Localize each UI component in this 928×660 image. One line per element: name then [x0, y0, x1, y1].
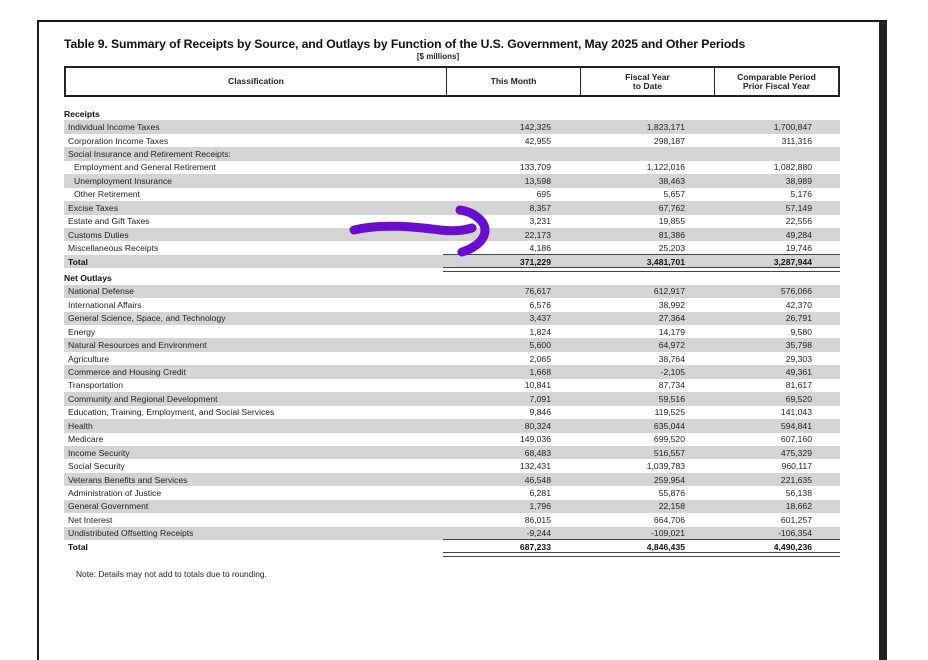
value-this-month: 76,617 [524, 286, 551, 297]
value-this-month: 149,036 [519, 434, 551, 445]
value-this-month: 142,325 [519, 122, 551, 133]
value-fiscal-year-to-date: 27,364 [658, 313, 685, 324]
footnote: Note: Details may not add to totals due to rounding. [76, 569, 267, 579]
row-label: Natural Resources and Environment [68, 340, 207, 351]
value-fiscal-year-to-date: 81,386 [658, 229, 685, 240]
value-prior-fiscal-year: 35,798 [785, 340, 812, 351]
value-fiscal-year-to-date: 516,557 [653, 447, 685, 458]
value-this-month: 133,709 [519, 162, 551, 173]
value-prior-fiscal-year: 38,989 [785, 175, 812, 186]
section-header-receipts [64, 107, 840, 120]
value-this-month: 80,324 [524, 420, 551, 431]
value-prior-fiscal-year: 22,556 [785, 216, 812, 227]
row-label: Health [68, 420, 93, 431]
total-rule [443, 539, 840, 540]
row-label: General Government [68, 501, 149, 512]
value-prior-fiscal-year: 960,117 [781, 461, 812, 472]
value-this-month: 13,598 [524, 175, 551, 186]
row-label: Total [68, 541, 88, 552]
value-this-month: 695 [536, 189, 551, 200]
value-fiscal-year-to-date: 1,122,016 [646, 162, 685, 173]
row-label: Employment and General Retirement [74, 162, 216, 173]
value-this-month: 3,437 [529, 313, 551, 324]
table-row [64, 433, 840, 446]
table-title: Table 9. Summary of Receipts by Source, and Outlays by Function of the U.S. Government, May 2025 and Other Periods [64, 37, 746, 51]
total-rule [443, 254, 840, 255]
value-this-month: 4,186 [529, 243, 551, 254]
table-row [64, 174, 840, 187]
row-label: Excise Taxes [68, 202, 118, 213]
row-label: Unemployment Insurance [74, 175, 172, 186]
value-prior-fiscal-year: 56,138 [785, 487, 812, 498]
value-prior-fiscal-year: 576,066 [780, 286, 812, 297]
value-fiscal-year-to-date: 64,972 [658, 340, 685, 351]
row-label: Social Security [68, 461, 125, 472]
value-fiscal-year-to-date: 55,876 [658, 487, 685, 498]
header-fytd-line1: Fiscal Year [625, 71, 670, 82]
value-prior-fiscal-year: 475,329 [780, 447, 812, 458]
table-row [64, 379, 840, 392]
value-fiscal-year-to-date: 38,992 [658, 299, 685, 310]
header-prior-line1: Comparable Period [737, 71, 816, 82]
value-fiscal-year-to-date: 38,764 [658, 353, 685, 364]
value-prior-fiscal-year: 3,287,944 [773, 256, 812, 267]
value-fiscal-year-to-date: -2,105 [660, 367, 685, 378]
row-label: Administration of Justice [68, 487, 162, 498]
table-row [64, 392, 840, 405]
row-label: Undistributed Offsetting Receipts [68, 528, 194, 539]
value-prior-fiscal-year: 19,746 [785, 243, 812, 254]
value-fiscal-year-to-date: 612,917 [653, 286, 685, 297]
section-label: Net Outlays [64, 272, 112, 283]
value-this-month: 7,091 [529, 393, 551, 404]
value-this-month: 8,357 [529, 202, 551, 213]
value-fiscal-year-to-date: 5,657 [663, 189, 685, 200]
row-label: Total [68, 256, 88, 267]
header-this-month: This Month [447, 68, 581, 95]
value-this-month: 1,668 [529, 367, 551, 378]
table-header [64, 66, 840, 97]
value-this-month: 1,796 [529, 501, 551, 512]
value-fiscal-year-to-date: 635,044 [653, 420, 685, 431]
section-label: Receipts [64, 108, 100, 119]
value-this-month: 6,576 [529, 299, 551, 310]
value-prior-fiscal-year: 9,580 [790, 326, 812, 337]
value-this-month: 5,600 [529, 340, 551, 351]
table-row [64, 338, 840, 351]
value-prior-fiscal-year: 594,841 [780, 420, 812, 431]
table-row [64, 446, 840, 459]
value-fiscal-year-to-date: 14,179 [658, 326, 685, 337]
header-fiscal-year-to-date [581, 68, 715, 95]
value-fiscal-year-to-date: 38,463 [658, 175, 685, 186]
table-row [64, 134, 840, 147]
value-this-month: 9,846 [529, 407, 551, 418]
value-fiscal-year-to-date: 1,823,171 [646, 122, 685, 133]
units-label: [$ millions] [416, 52, 460, 61]
header-classification: Classification [66, 68, 447, 95]
value-prior-fiscal-year: 69,520 [785, 393, 812, 404]
value-prior-fiscal-year: 1,082,880 [773, 162, 812, 173]
header-prior-line2: Prior Fiscal Year [742, 80, 811, 91]
table-row [64, 352, 840, 365]
section-header-net-outlays [64, 271, 840, 284]
row-label: International Affairs [68, 299, 142, 310]
table-row [64, 365, 840, 378]
value-this-month: 22,173 [524, 229, 551, 240]
outlays-total-row [64, 540, 840, 553]
table-row [64, 500, 840, 513]
table-row [64, 325, 840, 338]
row-label: Medicare [68, 434, 104, 445]
value-prior-fiscal-year: 42,370 [785, 299, 812, 310]
value-prior-fiscal-year: 607,160 [780, 434, 812, 445]
table-row [64, 419, 840, 432]
row-label: Other Retirement [74, 189, 140, 200]
value-prior-fiscal-year: 49,284 [785, 229, 812, 240]
value-fiscal-year-to-date: 59,516 [658, 393, 685, 404]
row-label: Social Insurance and Retirement Receipts: [68, 149, 231, 160]
value-this-month: 3,231 [529, 216, 551, 227]
value-this-month: 42,955 [524, 135, 551, 146]
table-row [64, 147, 840, 160]
value-fiscal-year-to-date: 4,846,435 [646, 541, 685, 552]
value-prior-fiscal-year: 141,043 [780, 407, 812, 418]
row-label: Income Security [68, 447, 130, 458]
table-row [64, 312, 840, 325]
value-fiscal-year-to-date: 259,954 [653, 474, 685, 485]
table-row [64, 473, 840, 486]
value-prior-fiscal-year: 221,635 [780, 474, 812, 485]
table-row [64, 513, 840, 526]
value-prior-fiscal-year: 29,303 [785, 353, 812, 364]
row-label: Miscellaneous Receipts [68, 243, 159, 254]
value-this-month: 1,824 [529, 326, 551, 337]
row-label: Education, Training, Employment, and Social Services [68, 407, 275, 418]
value-prior-fiscal-year: 5,176 [790, 189, 812, 200]
value-prior-fiscal-year: -106,354 [778, 528, 812, 539]
value-fiscal-year-to-date: 22,158 [658, 501, 685, 512]
value-this-month: 687,233 [519, 541, 551, 552]
table-row [64, 406, 840, 419]
value-prior-fiscal-year: 57,149 [785, 202, 812, 213]
value-fiscal-year-to-date: 298,187 [653, 135, 685, 146]
value-prior-fiscal-year: 1,700,847 [773, 122, 812, 133]
value-fiscal-year-to-date: 67,762 [658, 202, 685, 213]
row-label: Estate and Gift Taxes [68, 216, 150, 227]
value-fiscal-year-to-date: 19,855 [658, 216, 685, 227]
value-fiscal-year-to-date: 1,039,783 [646, 461, 685, 472]
value-this-month: 86,015 [524, 514, 551, 525]
row-label: General Science, Space, and Technology [68, 313, 226, 324]
table-body [64, 107, 840, 553]
value-fiscal-year-to-date: -109,021 [651, 528, 685, 539]
header-prior-fiscal-year [715, 68, 838, 95]
value-prior-fiscal-year: 311,316 [781, 135, 812, 146]
value-prior-fiscal-year: 18,662 [785, 501, 812, 512]
row-label: Community and Regional Development [68, 393, 218, 404]
value-this-month: 10,841 [524, 380, 551, 391]
row-label: Net Interest [68, 514, 113, 525]
value-this-month: -9,244 [526, 528, 551, 539]
value-this-month: 132,431 [519, 461, 551, 472]
table-row [64, 161, 840, 174]
row-label: Energy [68, 326, 96, 337]
value-prior-fiscal-year: 49,361 [785, 367, 812, 378]
value-this-month: 2,065 [529, 353, 551, 364]
table-row [64, 459, 840, 472]
row-label: Veterans Benefits and Services [68, 474, 188, 485]
table-row [64, 527, 840, 540]
value-fiscal-year-to-date: 3,481,701 [646, 256, 685, 267]
header-fytd-line2: to Date [632, 80, 663, 91]
value-fiscal-year-to-date: 119,525 [654, 407, 685, 418]
value-this-month: 68,483 [524, 447, 551, 458]
table-row [64, 298, 840, 311]
value-this-month: 6,281 [529, 487, 551, 498]
table-row [64, 285, 840, 298]
row-label: Agriculture [68, 353, 110, 364]
row-label: National Defense [68, 286, 134, 297]
table-row [64, 486, 840, 499]
value-fiscal-year-to-date: 664,706 [653, 514, 685, 525]
value-prior-fiscal-year: 4,490,236 [773, 541, 812, 552]
value-fiscal-year-to-date: 87,734 [658, 380, 685, 391]
value-prior-fiscal-year: 26,791 [785, 313, 812, 324]
row-label: Individual Income Taxes [68, 122, 160, 133]
row-label: Transportation [68, 380, 124, 391]
value-fiscal-year-to-date: 25,203 [658, 243, 685, 254]
value-this-month: 371,229 [519, 256, 551, 267]
value-fiscal-year-to-date: 699,520 [653, 434, 685, 445]
value-prior-fiscal-year: 81,617 [785, 380, 812, 391]
value-prior-fiscal-year: 601,257 [780, 514, 812, 525]
row-label: Corporation Income Taxes [68, 135, 169, 146]
value-this-month: 46,548 [524, 474, 551, 485]
row-label: Customs Duties [68, 229, 129, 240]
annotation-arrow-icon [340, 200, 490, 260]
table-row [64, 120, 840, 133]
row-label: Commerce and Housing Credit [68, 367, 186, 378]
